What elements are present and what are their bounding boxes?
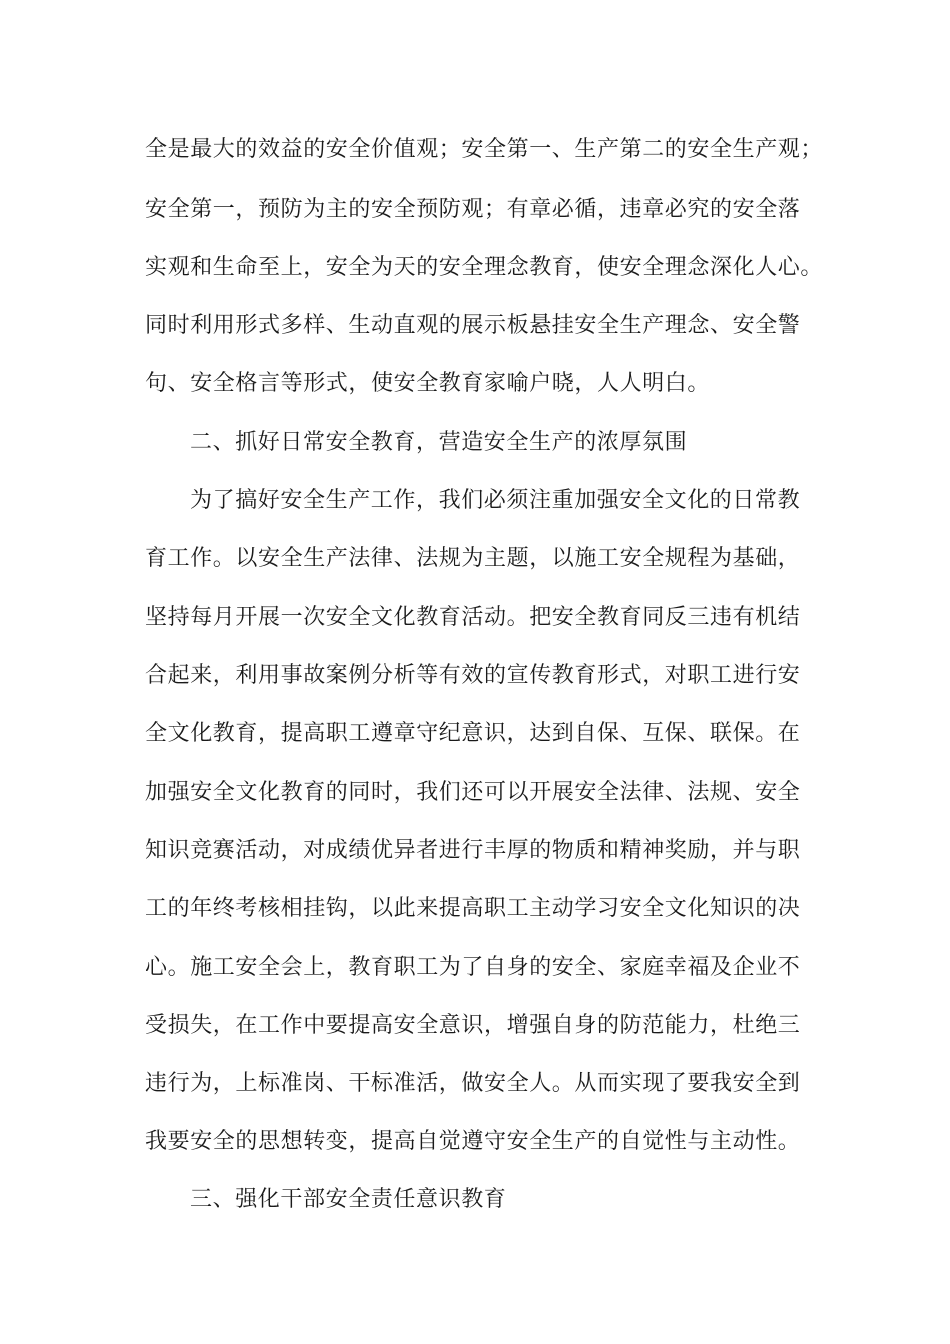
paragraph-line: 合起来，利用事故案例分析等有效的宣传教育形式，对职工进行安: [145, 663, 801, 688]
paragraph-line: 我要安全的思想转变，提高自觉遵守安全生产的自觉性与主动性。: [145, 1129, 801, 1154]
paragraph-line: 句、安全格言等形式，使安全教育家喻户晓，人人明白。: [145, 371, 711, 396]
paragraph-line: 坚持每月开展一次安全文化教育活动。把安全教育同反三违有机结: [145, 605, 801, 630]
paragraph-line: 育工作。以安全生产法律、法规为主题，以施工安全规程为基础，: [145, 546, 801, 571]
paragraph-line: 心。施工安全会上，教育职工为了自身的安全、家庭幸福及企业不: [145, 955, 801, 980]
section-heading: 三、强化干部安全责任意识教育: [190, 1187, 507, 1212]
section-heading: 二、抓好日常安全教育，营造安全生产的浓厚氛围: [190, 430, 688, 455]
paragraph-line: 受损失，在工作中要提高安全意识，增强自身的防范能力，杜绝三: [145, 1013, 801, 1038]
paragraph-line: 加强安全文化教育的同时，我们还可以开展安全法律、法规、安全: [145, 780, 801, 805]
paragraph-line: 全文化教育，提高职工遵章守纪意识，达到自保、互保、联保。在: [145, 721, 801, 746]
paragraph-line: 知识竞赛活动，对成绩优异者进行丰厚的物质和精神奖励，并与职: [145, 838, 801, 863]
paragraph-line: 为了搞好安全生产工作，我们必须注重加强安全文化的日常教: [190, 488, 801, 513]
paragraph-line: 全是最大的效益的安全价值观；安全第一、生产第二的安全生产观；: [145, 137, 824, 162]
paragraph-line: 同时利用形式多样、生动直观的展示板悬挂安全生产理念、安全警: [145, 313, 801, 338]
paragraph-line: 实观和生命至上，安全为天的安全理念教育，使安全理念深化人心。: [145, 255, 824, 280]
paragraph-line: 违行为，上标准岗、干标准活，做安全人。从而实现了要我安全到: [145, 1071, 801, 1096]
paragraph-line: 安全第一，预防为主的安全预防观；有章必循，违章必究的安全落: [145, 197, 801, 222]
paragraph-line: 工的年终考核相挂钩，以此来提高职工主动学习安全文化知识的决: [145, 896, 801, 921]
